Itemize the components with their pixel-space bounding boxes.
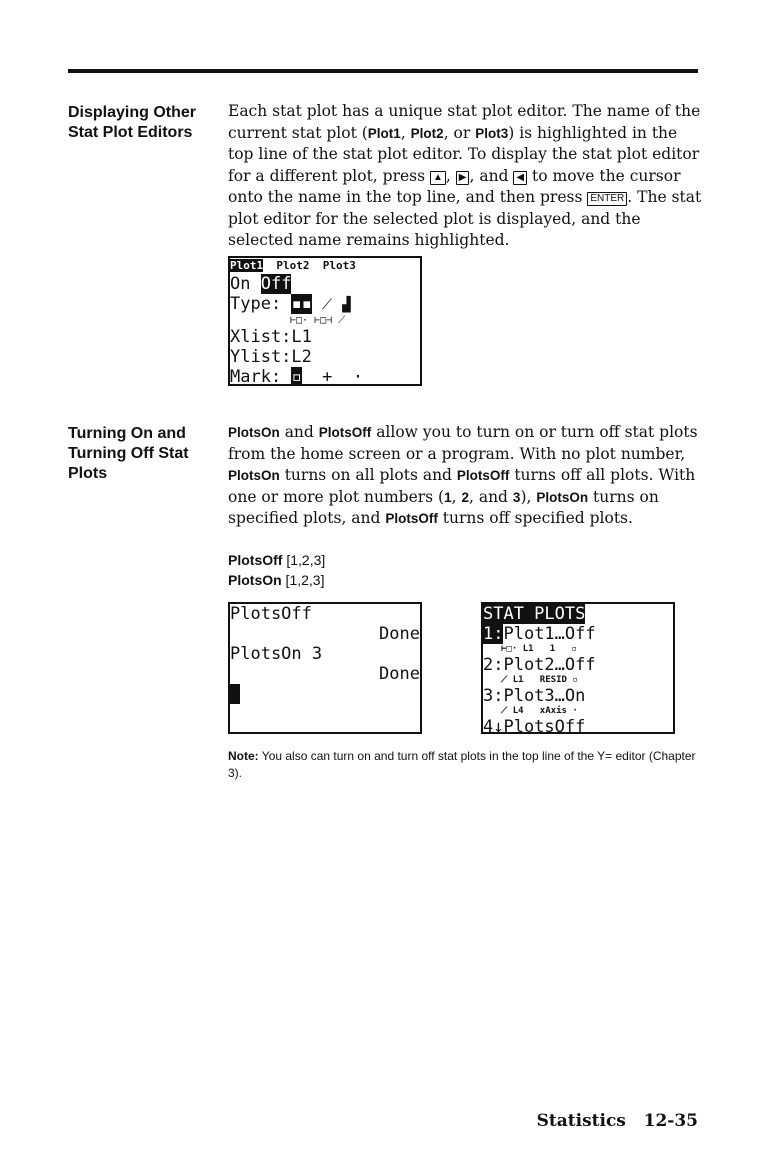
modboxplot-icon: ⊢□· [290,315,309,326]
home-result: Done [379,664,420,684]
note [228,748,698,782]
tab-plot3: Plot3 [322,259,356,272]
heading-line: Stat Plot Editors [68,124,193,141]
normprob-icon: ⟋ [338,315,346,326]
syntax-plotson: PlotsOn [1,2,3] [228,572,325,588]
home-result: Done [379,624,420,644]
modboxplot-icon: ⊢□· [501,644,523,654]
heading-line: Turning Off Stat [68,445,189,462]
mark-row: Mark: ▫ + · [230,367,364,386]
stat-plot-editor-screen [228,256,422,386]
left-arrow-key: ◀ [513,171,527,185]
normprob-icon: ⟋ [501,675,513,685]
xlist-row: Xlist:L1 [230,327,312,347]
stat-plots-menu-screen [481,602,675,734]
heading-line: Displaying Other [68,104,197,121]
menu-item-1-detail: ⊢□· L1 1 ▫ [501,644,577,654]
type-row-2 [230,315,420,327]
menu-item-2-detail: ⟋ L1 RESID ▫ [501,675,578,685]
menu-item-3-detail: ⟋ L4 xAxis · [501,706,578,716]
home-screen [228,602,422,734]
ylist-row: Ylist:L2 [230,347,312,367]
histogram-type-icon: ▟ [342,297,351,313]
menu-item-2: 2:Plot2…Off [483,655,596,675]
menu-title: STAT PLOTS [483,604,586,624]
tab-plot1: Plot1 [230,259,264,272]
boxplot-icon: ⊢□⊣ [314,315,333,326]
home-line: PlotsOn 3 [230,644,323,664]
enter-key: ENTER [587,192,627,206]
normprob-icon: ⟋ [501,706,513,716]
command-syntax [228,550,703,590]
box-mark-icon: ▫ [291,367,302,386]
right-arrow-key: ▶ [456,171,470,185]
heading-line: Turning On and [68,425,186,442]
on-off-row: On Off [230,274,292,294]
cursor [230,684,420,704]
scatter-type-icon: ▪▪ [291,294,312,314]
up-arrow-key: ▲ [430,171,446,185]
menu-item-4: 4↓PlotsOff [483,717,586,734]
menu-item-1: 1:Plot1…Off [483,624,596,644]
syntax-plotsoff: PlotsOff [1,2,3] [228,552,326,568]
section-heading-displaying [68,103,218,143]
menu-item-3: 3:Plot3…On [483,686,586,706]
plot-tabs [230,258,420,274]
page-footer: Statistics 12-35 [536,1111,698,1131]
note-text: You also can turn on and turn off stat plots in the top line of the Y= editor (Chapter 3). [228,749,696,780]
type-row: Type: ▪▪ ⟋ ▟ [230,294,351,314]
section-heading-turning [68,424,218,484]
xyline-type-icon: ⟋ [322,297,332,313]
home-line: PlotsOff [230,604,312,624]
paragraph-displaying: Each stat plot has a unique stat plot editor. The name of the current stat plot (Plot1, Plot2, or Plot3) is highlighted in the top line of the stat plot editor. To display the stat plot editor for a different plot, press ▲ , ▶ , and ◀ to move the cursor onto the name in the top line, and then press ENTER . The stat plot editor for the selected plot is displayed, and the selected name remains highlighted. [228,102,702,249]
note-label: Note: [228,749,259,763]
paragraph-turning: PlotsOn and PlotsOff allow you to turn on or turn off stat plots from the home screen or a program. With no plot number, PlotsOn turns on all plots and PlotsOff turns off all plots. With one or more plot numbers (1, 2, and 3), PlotsOn turns on specified plots, and PlotsOff turns off specified plots. [228,423,698,527]
tab-plot2: Plot2 [276,259,310,272]
heading-line: Plots [68,465,108,482]
top-rule [68,69,698,73]
